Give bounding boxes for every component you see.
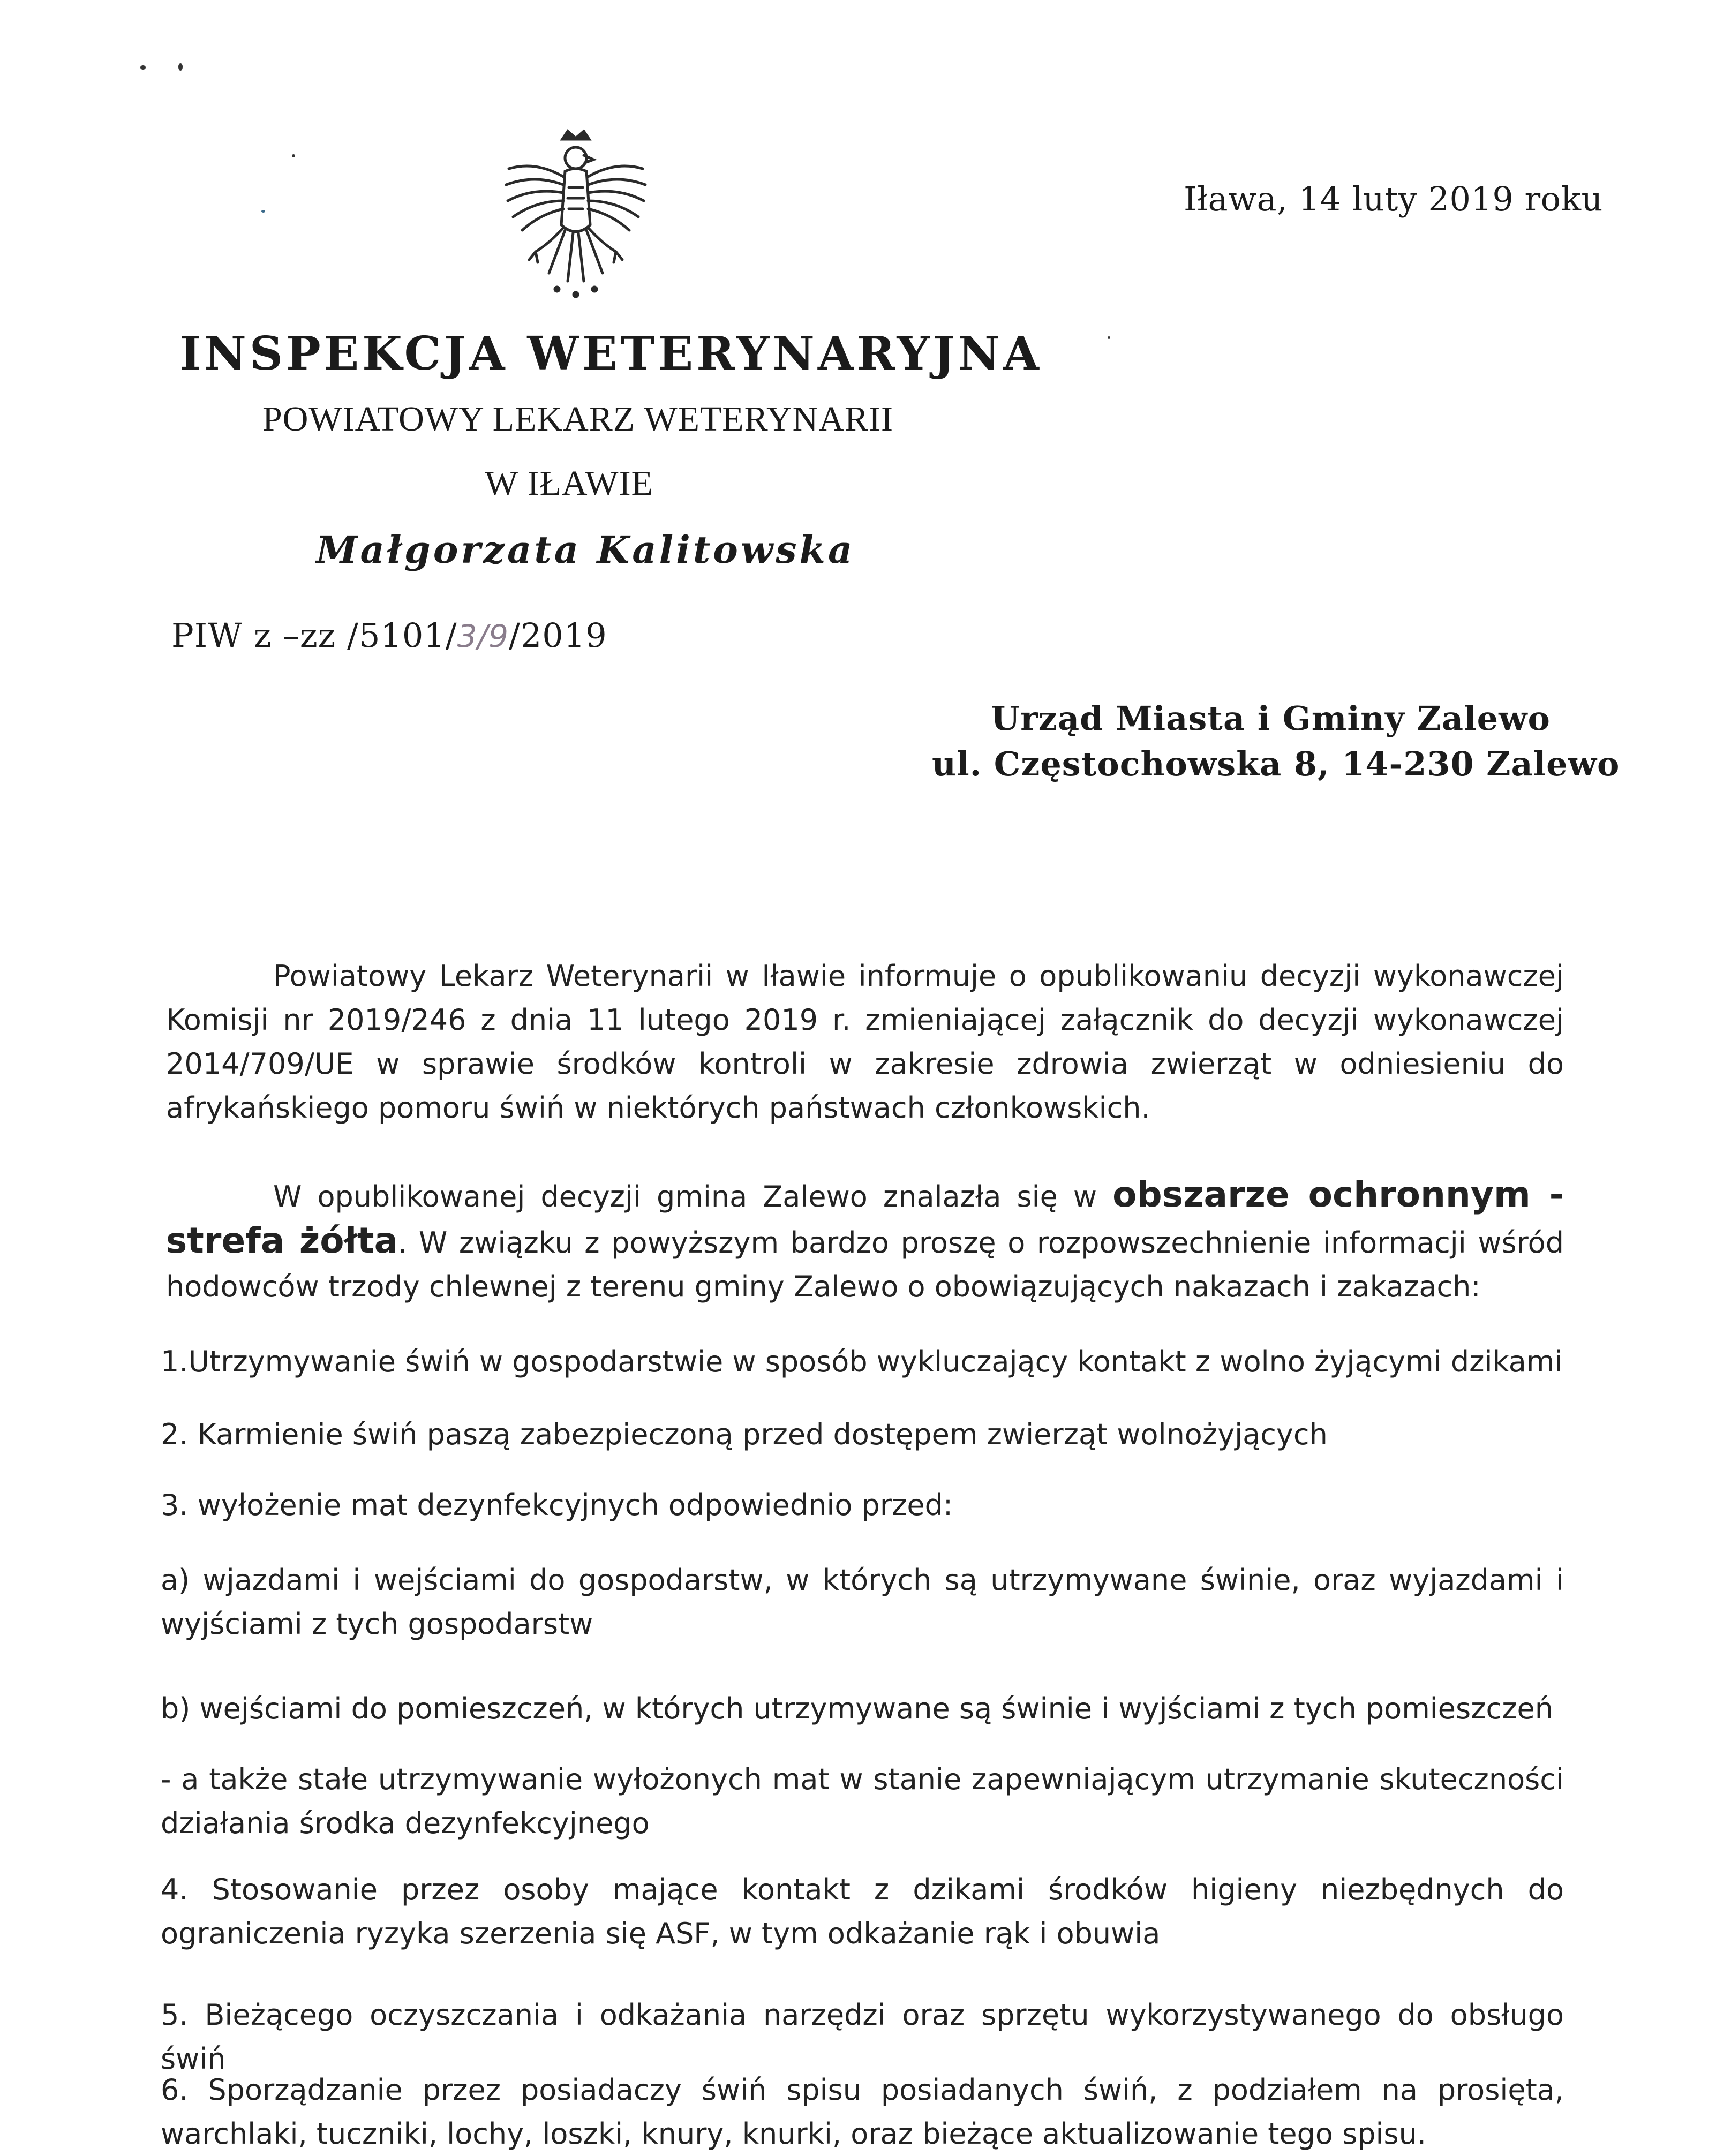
scan-speck	[140, 65, 146, 70]
list-item: - a także stałe utrzymywanie wyłożonych mat w stanie zapewniającym utrzymanie skuteczności działania środka dezynfekcyjnego	[161, 1762, 1564, 1840]
protection-zone-emphasis: obszarze ochronnym - strefa żółta	[166, 1174, 1564, 1261]
list-item: 3. wyłożenie mat dezynfekcyjnych odpowiednio przed:	[161, 1488, 953, 1522]
recipient-name: Urząd Miasta i Gminy Zalewo	[991, 699, 1551, 738]
list-item: 6. Sporządzanie przez posiadaczy świń spisu posiadanych świń, z podziałem na prosięta, warchlaki, tuczniki, lochy, loszki, knury, knurki, oraz bieżące aktualizowanie tego spisu.	[161, 2073, 1564, 2151]
place-and-date: Iława, 14 luty 2019 roku	[1184, 179, 1603, 218]
polish-eagle-emblem	[498, 129, 653, 300]
signer-name: Małgorzata Kalitowska	[316, 527, 855, 572]
officer-city: W IŁAWIE	[485, 464, 653, 503]
officer-title: POWIATOWY LEKARZ WETERYNARII	[262, 399, 893, 439]
list-item: 5. Bieżącego oczyszczania i odkażania narzędzi oraz sprzętu wykorzystywanego do obsługo świń	[161, 1998, 1564, 2076]
body-paragraph-2	[166, 1173, 1564, 1309]
recipient-address: ul. Częstochowska 8, 14-230 Zalewo	[932, 744, 1620, 783]
reference-number	[171, 616, 607, 655]
scan-speck	[1108, 336, 1110, 339]
list-item: 1.Utrzymywanie świń w gospodarstwie w sposób wykluczający kontakt z wolno żyjącymi dzikami	[161, 1345, 1563, 1378]
scan-speck	[261, 210, 265, 213]
list-item: 4. Stosowanie przez osoby mające kontakt z dzikami środków higieny niezbędnych do ograniczenia ryzyka szerzenia się ASF, w tym odkażanie rąk i obuwia	[161, 1873, 1564, 1950]
list-item: 2. Karmienie świń paszą zabezpieczoną przed dostępem zwierząt wolnożyjących	[161, 1418, 1328, 1451]
scan-speck	[178, 63, 183, 71]
reference-prefix: PIW z –zz /5101/	[171, 616, 457, 655]
agency-name: INSPEKCJA WETERYNARYJNA	[179, 327, 1042, 381]
list-item: b) wejściami do pomieszczeń, w których utrzymywane są świnie i wyjściami z tych pomieszczeń	[161, 1692, 1553, 1725]
reference-handwritten: 3/9	[457, 618, 509, 654]
list-item: a) wjazdami i wejściami do gospodarstw, w których są utrzymywane świnie, oraz wyjazdami i wyjściami z tych gospodarstw	[161, 1563, 1564, 1641]
paragraph-2-end: . W związku z powyższym bardzo proszę o rozpowszechnienie informacji wśród hodowców trzody chlewnej z terenu gminy Zalewo o obowiązujących nakazach i zakazach:	[166, 1226, 1564, 1303]
scan-speck	[292, 154, 295, 157]
body-paragraph-1: Powiatowy Lekarz Weterynarii w Iławie informuje o opublikowaniu decyzji wykonawczej Komisji nr 2019/246 z dnia 11 lutego 2019 r. zmieniającej załącznik do decyzji wykonawczej 2014/709/UE w sprawie środków kontroli w zakresie zdrowia zwierząt w odniesieniu do afrykańskiego pomoru świń w niektórych państwach członkowskich.	[166, 959, 1564, 1125]
reference-suffix: /2019	[508, 616, 607, 655]
paragraph-2-start: W opublikowanej decyzji gmina Zalewo znalazła się w	[273, 1180, 1097, 1213]
